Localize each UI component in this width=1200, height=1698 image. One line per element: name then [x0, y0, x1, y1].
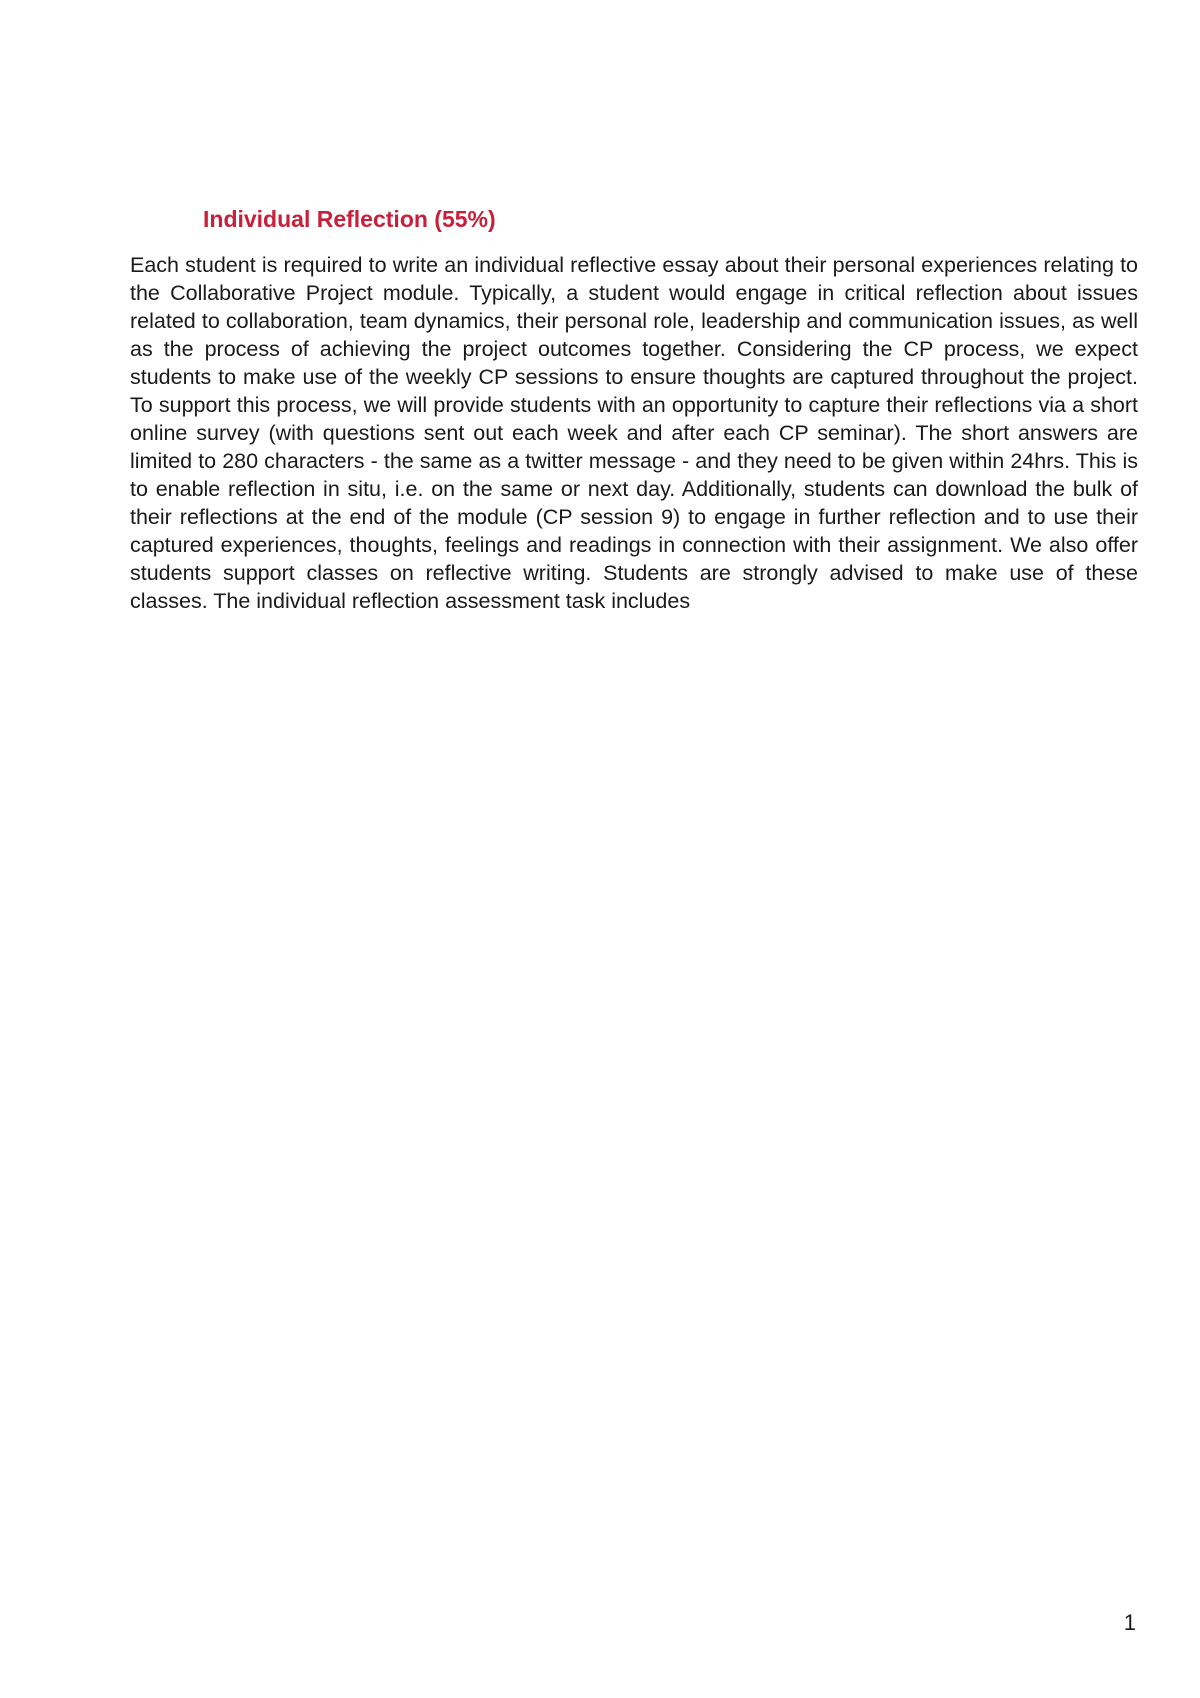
page-number: 1 — [1123, 1610, 1136, 1635]
section-heading: Individual Reflection (55%) — [203, 206, 496, 232]
body-paragraph: Each student is required to write an individual reflective essay about their personal experiences relating to the Collaborative Project module. Typically, a student would engage in critical reflection about issues related to collaboration, team dynamics, their personal role, leadership and communication issues, as well as the process of achieving the project outcomes together. Considering the CP process, we expect students to make use of the weekly CP sessions to ensure thoughts are captured throughout the project. To support this process, we will provide students with an opportunity to capture their reflections via a short online survey (with questions sent out each week and after each CP seminar). The short answers are limited to 280 characters - the same as a twitter message - and they need to be given within 24hrs. This is to enable reflection in situ, i.e. on the same or next day. Additionally, students can download the bulk of their reflections at the end of the module (CP session 9) to engage in further reflection and to use their captured experiences, thoughts, feelings and readings in connection with their assignment. We also offer students support classes on reflective writing. Students are strongly advised to make use of these classes. The individual reflection assessment task includes — [130, 253, 1138, 613]
